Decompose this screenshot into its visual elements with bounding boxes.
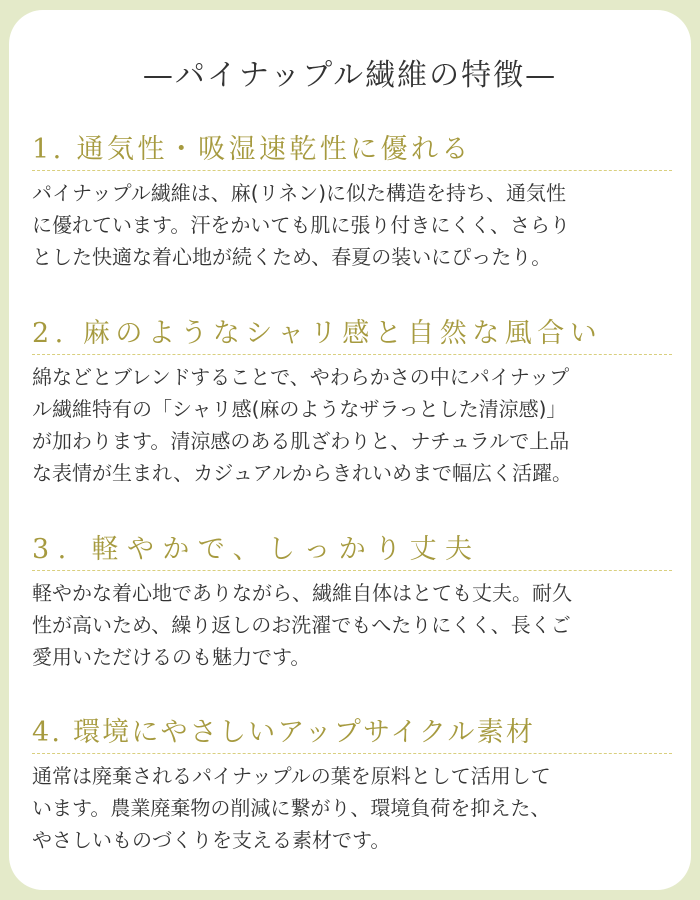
section-body — [32, 577, 672, 673]
section-body — [32, 361, 672, 489]
body-line: 性が高いため、繰り返しのお洗濯でもへたりにくく、長くご — [32, 613, 571, 637]
section-texture — [32, 314, 672, 489]
body-line: 軽やかな着心地でありながら、繊維自体はとても丈夫。耐久 — [32, 581, 572, 605]
feature-card — [9, 10, 691, 890]
section-heading: 4. 環境にやさしいアップサイクル素材 — [32, 717, 536, 748]
section-body — [32, 177, 672, 273]
body-line: 綿などとブレンドすることで、やわらかさの中にパイナップ — [32, 365, 570, 389]
dashed-divider — [32, 170, 672, 171]
dashed-divider — [32, 570, 672, 571]
dashed-divider — [32, 753, 672, 754]
section-breathability — [32, 130, 672, 273]
body-line: とした快適な着心地が続くため、春夏の装いにぴったり。 — [32, 245, 552, 269]
body-line: 愛用いただけるのも魅力です。 — [32, 645, 311, 669]
body-line: います。農業廃棄物の削減に繋がり、環境負荷を抑えた、 — [32, 796, 551, 820]
body-line: が加わります。清涼感のある肌ざわりと、ナチュラルで上品 — [32, 429, 570, 453]
body-line: 通常は廃棄されるパイナップルの葉を原料として活用して — [32, 764, 551, 788]
section-heading: 1. 通気性・吸湿速乾性に優れる — [32, 134, 472, 165]
body-line: な表情が生まれ、カジュアルからきれいめまで幅広く活躍。 — [32, 461, 572, 485]
page-title: —パイナップル繊維の特徴— — [142, 58, 558, 93]
section-upcycle — [32, 713, 672, 856]
body-line: パイナップル繊維は、麻(リネン)に似た構造を持ち、通気性 — [32, 181, 567, 205]
section-body — [32, 760, 672, 856]
body-line: に優れています。汗をかいても肌に張り付きにくく、さらり — [32, 213, 570, 237]
section-heading: 3. 軽やかで、しっかり丈夫 — [32, 534, 481, 565]
body-line: ル繊維特有の「シャリ感(麻のようなザラっとした清涼感)」 — [32, 397, 567, 421]
section-heading: 2. 麻のようなシャリ感と自然な風合い — [32, 318, 603, 349]
dashed-divider — [32, 354, 672, 355]
body-line: やさしいものづくりを支える素材です。 — [32, 828, 391, 852]
section-durability — [32, 530, 672, 673]
